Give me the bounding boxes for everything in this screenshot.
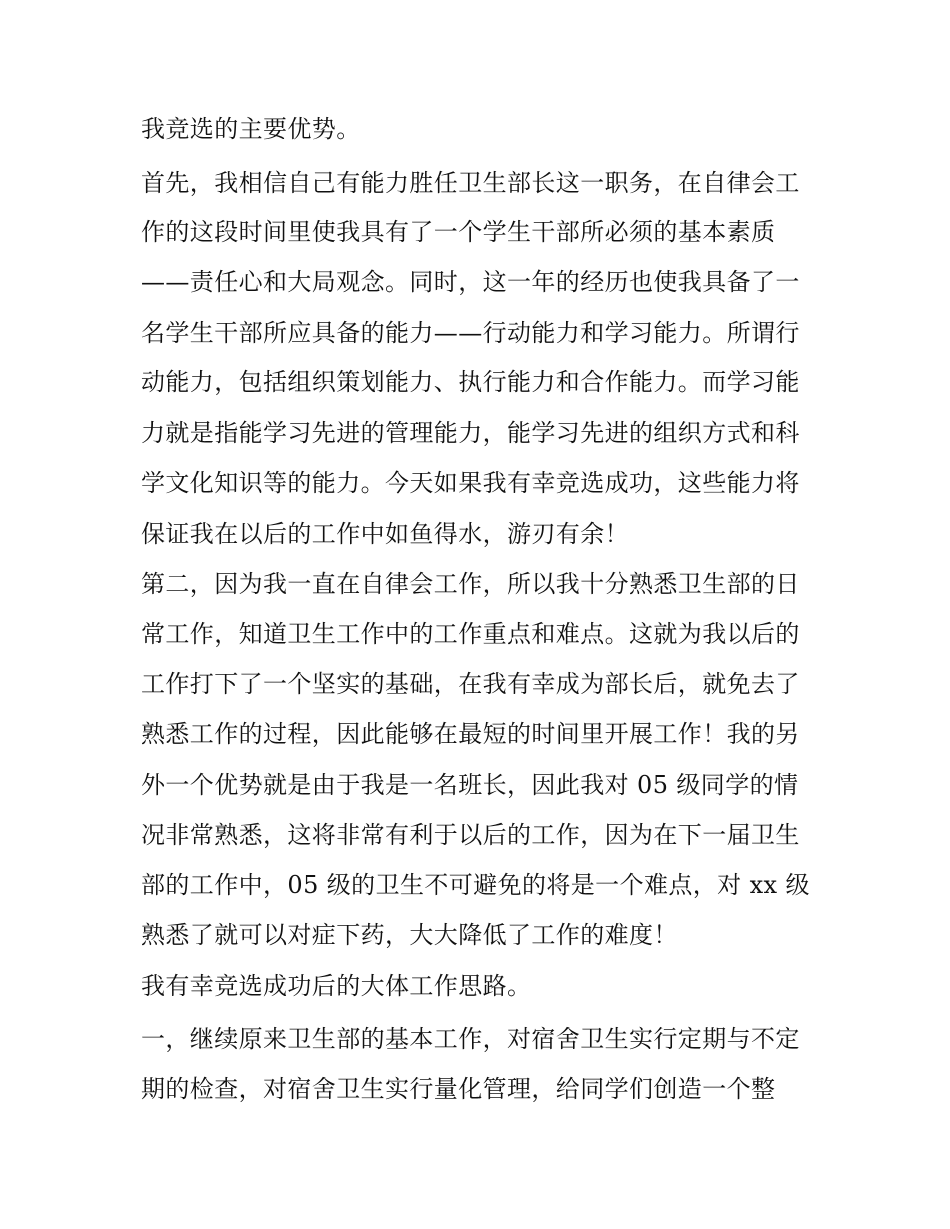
text-line: 况非常熟悉，这将非常有利于以后的工作，因为在下一届卫生 [141, 821, 800, 849]
text-line: 熟悉了就可以对症下药，大大降低了工作的难度！ [141, 921, 678, 949]
text-line: 一，继续原来卫生部的基本工作，对宿舍卫生实行定期与不定 [141, 1025, 800, 1053]
text-line: 作的这段时间里使我具有了一个学生干部所必须的基本素质 [141, 218, 776, 246]
text-line: 首先，我相信自己有能力胜任卫生部长这一职务，在自律会工 [141, 169, 800, 197]
text-line: 我有幸竞选成功后的大体工作思路。 [141, 972, 532, 1000]
text-line: 力就是指能学习先进的管理能力，能学习先进的组织方式和科 [141, 419, 800, 447]
text-line: 期的检查，对宿舍卫生实行量化管理，给同学们创造一个整 [141, 1075, 776, 1103]
text-line: 名学生干部所应具备的能力——行动能力和学习能力。所谓行 [141, 319, 800, 347]
text-line: 常工作，知道卫生工作中的工作重点和难点。这就为我以后的 [141, 620, 800, 648]
text-line: 外一个优势就是由于我是一名班长，因此我对 05 级同学的情 [141, 771, 799, 799]
text-line: 熟悉工作的过程，因此能够在最短的时间里开展工作！我的另 [141, 720, 800, 748]
text-line: 我竞选的主要优势。 [141, 115, 361, 143]
text-line: 保证我在以后的工作中如鱼得水，游刃有余！ [141, 520, 629, 548]
text-line: ——责任心和大局观念。同时，这一年的经历也使我具备了一 [141, 268, 800, 296]
text-line: 学文化知识等的能力。今天如果我有幸竞选成功，这些能力将 [141, 469, 800, 497]
text-line: 部的工作中，05 级的卫生不可避免的将是一个难点，对 xx 级 [141, 871, 810, 899]
text-line: 第二，因为我一直在自律会工作，所以我十分熟悉卫生部的日 [141, 570, 800, 598]
text-line: 动能力，包括组织策划能力、执行能力和合作能力。而学习能 [141, 368, 800, 396]
text-line: 工作打下了一个坚实的基础，在我有幸成为部长后，就免去了 [141, 670, 800, 698]
